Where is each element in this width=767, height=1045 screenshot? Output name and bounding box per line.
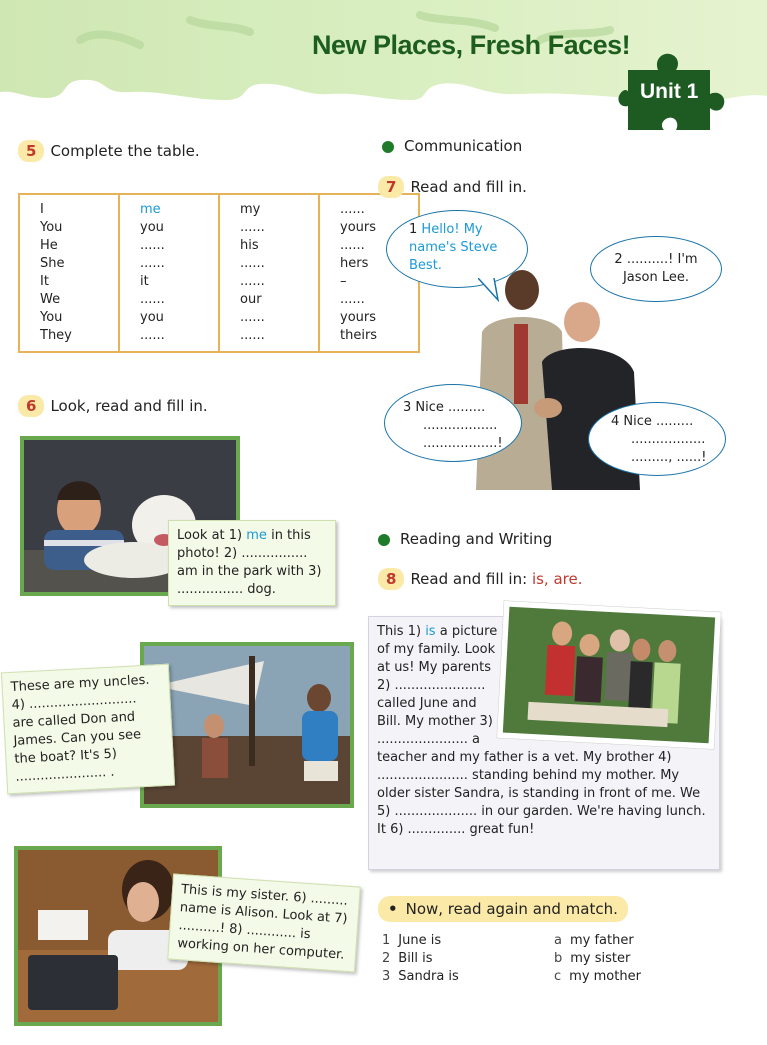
pronoun-table-grid [18, 193, 420, 353]
match-right-item: a my father [554, 933, 634, 948]
list-item [382, 968, 642, 986]
reading-heading [378, 530, 552, 548]
bubble2-text: 2 ..........! I'm Jason Lee. [614, 252, 698, 285]
ex8-words: is, are. [531, 570, 583, 588]
table-cell: our [219, 291, 319, 309]
reading-answer: is [425, 624, 436, 639]
match-instruction: Now, read again and match. [405, 900, 618, 918]
bubble4-line3: ........., ......! [631, 450, 707, 465]
bubble3-line3: ..................! [423, 436, 503, 451]
table-cell: She [19, 255, 119, 273]
note-photo2: These are my uncles. 4) .......................... are called Don and James. Can you see the boat? It's 5) ...................... . [1, 664, 175, 795]
table-row [19, 273, 419, 291]
table-row [19, 291, 419, 309]
table-cell: you [119, 309, 219, 327]
ex6-heading [18, 395, 208, 417]
section-bullet-dot [382, 141, 394, 153]
table-cell: hers [340, 256, 369, 271]
note-photo1 [168, 520, 336, 606]
match-left-item: 3 Sandra is [382, 969, 459, 984]
table-cell: you [119, 219, 219, 237]
bubble3-line2: .................. [423, 418, 498, 433]
ex7-instruction: Read and fill in. [410, 178, 527, 196]
table-row [19, 219, 419, 237]
speech-bubble-3 [384, 384, 522, 462]
table-cell: his [219, 237, 319, 255]
table-row [19, 194, 419, 219]
page-title: New Places, Fresh Faces! [312, 30, 631, 60]
bubble1-tail [478, 278, 508, 302]
unit-label: Unit 1 [640, 80, 699, 103]
family-photo [497, 600, 722, 749]
ex8-number: 8 [386, 570, 397, 588]
ex6-instruction: Look, read and fill in. [50, 397, 208, 415]
table-cell[interactable]: ...... [119, 255, 219, 273]
table-cell: yours [340, 310, 377, 325]
match-left-item: 1 June is [382, 933, 442, 948]
table-cell: my [219, 194, 319, 219]
table-cell: He [19, 237, 119, 255]
match-heading: • Now, read again and match. [378, 896, 628, 922]
ex5-instruction: Complete the table. [50, 142, 200, 160]
table-cell: We [19, 291, 119, 309]
ex8-instruction: Read and fill in: [410, 570, 528, 588]
bubble4-line2: .................. [631, 432, 706, 447]
table-cell[interactable]: ...... [340, 292, 365, 307]
note1-text-b: in this photo! 2) ................ am in the park with 3) ................ dog. [177, 528, 322, 597]
table-cell[interactable]: ...... [219, 219, 319, 237]
table-cell: You [19, 219, 119, 237]
ex7-number: 7 [386, 178, 397, 196]
table-cell: theirs [340, 328, 378, 343]
table-cell: – [340, 274, 347, 289]
table-row [19, 237, 419, 255]
table-cell[interactable]: ...... [219, 327, 319, 352]
speech-bubble-2 [590, 236, 722, 302]
bubble1-number: 1 [409, 222, 418, 237]
table-cell: They [19, 327, 119, 352]
table-row [19, 327, 419, 352]
note1-text-a: Look at 1) [177, 528, 243, 543]
table-cell: it [119, 273, 219, 291]
note1-answer: me [246, 528, 267, 543]
reading-title: Reading and Writing [400, 530, 553, 548]
table-cell: I [19, 194, 119, 219]
bubble4-line1: 4 Nice ......... [611, 414, 694, 429]
match-left-item: 2 Bill is [382, 951, 433, 966]
match-right-item: c my mother [554, 969, 641, 984]
list-item [382, 932, 642, 950]
table-cell: me [119, 194, 219, 219]
list-item [382, 950, 642, 968]
table-cell[interactable]: ...... [119, 291, 219, 309]
bubble3-line1: 3 Nice ......... [403, 400, 486, 415]
table-cell[interactable]: ...... [219, 273, 319, 291]
table-cell[interactable]: ...... [340, 202, 365, 217]
ex6-number: 6 [26, 397, 37, 415]
table-row [19, 309, 419, 327]
ex8-heading [378, 568, 583, 590]
table-cell: yours [340, 220, 377, 235]
note-photo3: This is my sister. 6) ......... name is Alison. Look at 7) ..........! 8) ............ is working on her computer. [167, 874, 361, 973]
match-list [382, 932, 642, 986]
ex7-heading [378, 176, 527, 198]
table-cell[interactable]: ...... [119, 327, 219, 352]
reading-text-a: This 1) [377, 624, 422, 639]
ex5-number: 5 [26, 142, 37, 160]
section-bullet-dot [378, 534, 390, 546]
table-cell[interactable]: ...... [219, 255, 319, 273]
match-right-item: b my sister [554, 951, 631, 966]
pronoun-table [18, 193, 420, 353]
reading-text-b: a picture of my family. Look at us! My parents 2) ...................... called June and Bill. My mother 3) ...................... a teacher and my father is a vet. My brother 4) ...................... standing behind my mother. My older sister Sandra, is standing in front of me. We 5) .................... in our garden. We're having lunch. It 6) .............. great fun! [377, 624, 706, 837]
speech-bubble-4 [588, 402, 726, 476]
bubble1-text: Hello! My name's Steve Best. [409, 222, 498, 273]
table-cell[interactable]: ...... [340, 238, 365, 253]
speech-bubble-1 [386, 210, 528, 288]
table-cell[interactable]: ...... [119, 237, 219, 255]
table-row [19, 255, 419, 273]
communication-heading [382, 137, 522, 155]
table-cell[interactable]: ...... [219, 309, 319, 327]
table-cell: It [19, 273, 119, 291]
ex5-heading [18, 140, 200, 162]
communication-title: Communication [404, 137, 523, 155]
table-cell: You [19, 309, 119, 327]
